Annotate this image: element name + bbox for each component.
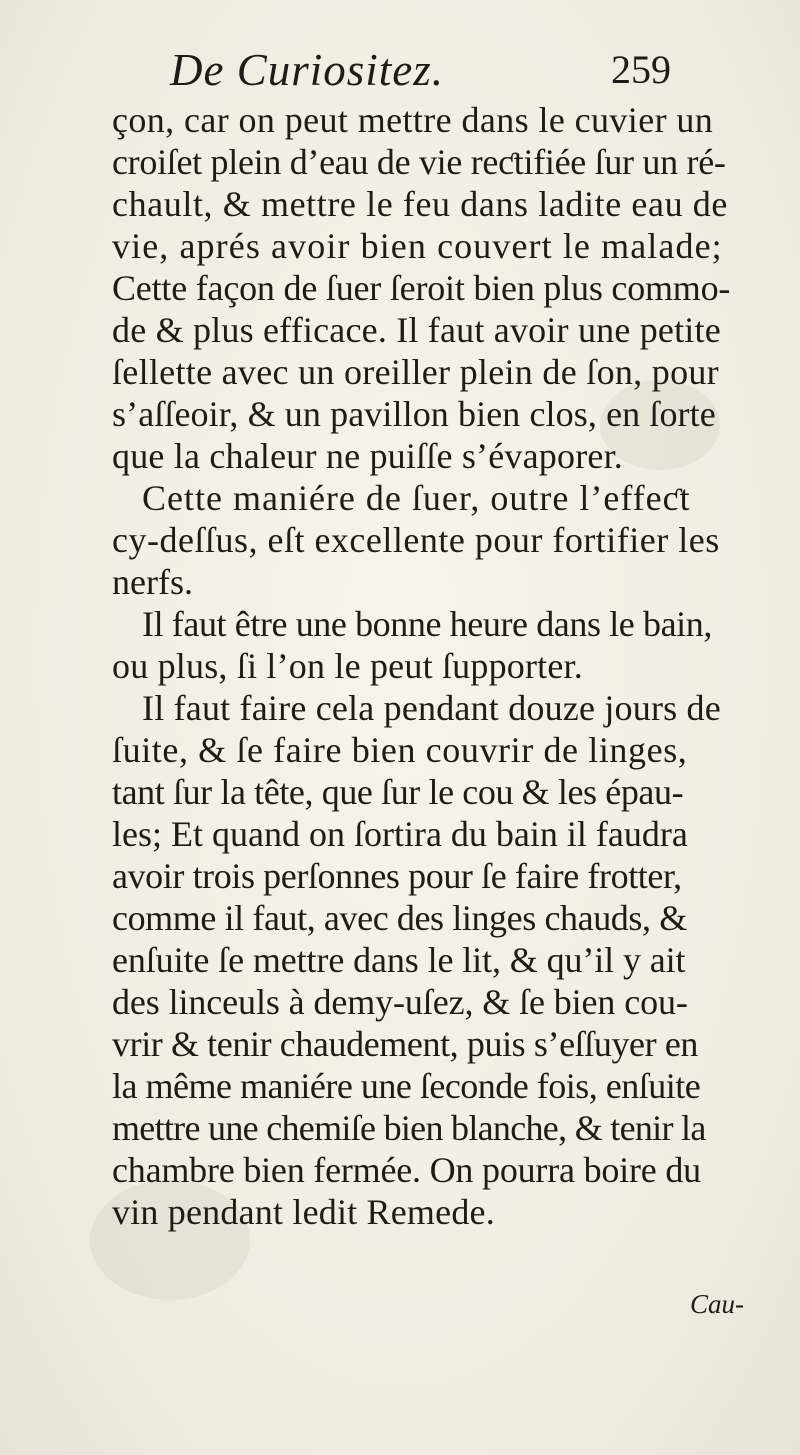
text-line: tant ſur la tête, que ſur le cou & les épau- xyxy=(112,772,684,812)
page-header xyxy=(0,40,800,100)
text-line: des linceuls à demy-uſez, & ſe bien cou- xyxy=(112,982,688,1022)
text-line: vie, aprés avoir bien couvert le malade; xyxy=(112,226,723,266)
text-line: de & plus efficace. Il faut avoir une petite xyxy=(112,310,721,350)
text-line: mettre une chemiſe bien blanche, & tenir la xyxy=(112,1108,706,1148)
text-line: avoir trois perſonnes pour ſe faire frotter, xyxy=(112,856,682,896)
text-line: nerfs. xyxy=(112,562,193,602)
text-line: Il faut être une bonne heure dans le bain, xyxy=(142,604,712,644)
text-line: chambre bien fermée. On pourra boire du xyxy=(112,1150,701,1190)
text-line: s’aſſeoir, & un pavillon bien clos, en ſorte xyxy=(112,394,716,434)
text-line: les; Et quand on ſortira du bain il faudra xyxy=(112,814,688,854)
text-line: chault, & mettre le feu dans ladite eau de xyxy=(112,184,728,224)
running-title: De Curiositez. xyxy=(170,45,445,95)
text-line: vrir & tenir chaudement, puis s’eſſuyer en xyxy=(112,1024,699,1064)
text-line: Il faut faire cela pendant douze jours de xyxy=(142,688,721,728)
text-line: vin pendant ledit Remede. xyxy=(112,1192,495,1232)
text-line: que la chaleur ne puiſſe s’évaporer. xyxy=(112,436,623,476)
text-line: Cette maniére de ſuer, outre l’effeƈt xyxy=(142,478,691,518)
text-line: la même maniére une ſeconde fois, enſuite xyxy=(112,1066,701,1106)
page-number: 259 xyxy=(611,47,671,92)
text-line: Cette façon de ſuer ſeroit bien plus commo- xyxy=(112,268,731,308)
text-line: cy-deſſus, eſt excellente pour fortifier les xyxy=(112,520,720,560)
text-line: croiſet plein d’eau de vie reƈtifiée ſur un ré- xyxy=(112,142,726,182)
text-line: ſellette avec un oreiller plein de ſon, pour xyxy=(112,352,719,392)
catchword: Cau- xyxy=(690,1289,744,1319)
text-line: enſuite ſe mettre dans le lit, & qu’il y ait xyxy=(112,940,686,980)
text-line: ou plus, ſi l’on le peut ſupporter. xyxy=(112,646,583,686)
text-line: ſuite, & ſe faire bien couvrir de linges, xyxy=(112,730,688,770)
text-line: çon, car on peut mettre dans le cuvier un xyxy=(112,100,714,140)
text-line: comme il faut, avec des linges chauds, & xyxy=(112,898,687,938)
